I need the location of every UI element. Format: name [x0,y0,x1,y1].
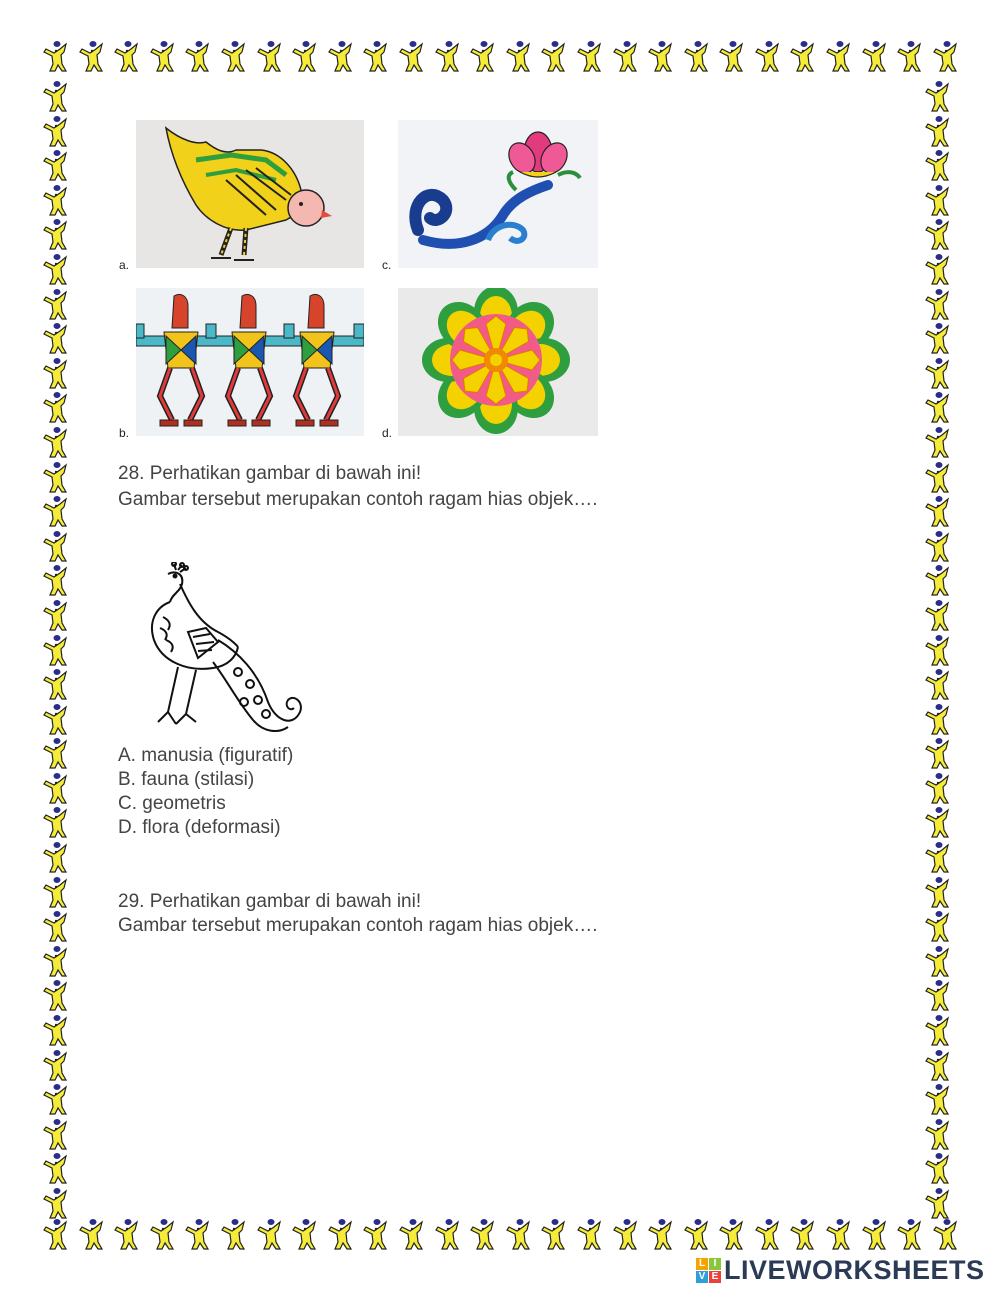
border-figure-icon [40,979,70,1012]
border-figure-icon [40,80,70,113]
border-figure-icon [40,357,70,390]
border-figure-icon [40,1014,70,1047]
image-c-lotus-ornament [398,120,598,268]
border-figure-icon [922,357,952,390]
border-figure-icon [752,1218,782,1251]
border-figure-icon [182,1218,212,1251]
border-figure-icon [922,945,952,978]
border-figure-icon [218,40,248,73]
border-figure-icon [859,40,889,73]
border-figure-icon [681,40,711,73]
border-figure-icon [40,426,70,459]
border-figure-icon [681,1218,711,1251]
border-figure-icon [922,841,952,874]
border-figure-icon [40,841,70,874]
border-figure-icon [467,40,497,73]
question-29-title: 29. Perhatikan gambar di bawah ini! [118,891,422,912]
border-figure-icon [922,876,952,909]
border-figure-icon [922,910,952,943]
border-figure-icon [922,599,952,632]
border-figure-icon [432,1218,462,1251]
image-a-stylized-chicken [136,120,364,268]
image-b-human-figures [136,288,364,436]
border-figure-icon [40,218,70,251]
border-figure-icon [645,40,675,73]
border-figure-icon [922,288,952,321]
border-figure-icon [922,668,952,701]
border-figure-icon [396,1218,426,1251]
border-figure-icon [922,1118,952,1151]
image-c-label: c. [382,258,392,272]
image-d-label: d. [382,426,393,440]
border-figure-icon [922,530,952,563]
border-figure-icon [922,1014,952,1047]
border-figure-icon [922,495,952,528]
border-figure-icon [40,703,70,736]
border-figure-icon [503,1218,533,1251]
border-figure-icon [40,668,70,701]
border-figure-icon [922,253,952,286]
border-figure-icon [40,876,70,909]
border-figure-icon [40,599,70,632]
border-figure-icon [922,979,952,1012]
border-figure-icon [538,40,568,73]
border-figure-icon [503,40,533,73]
border-figure-icon [645,1218,675,1251]
border-figure-icon [922,391,952,424]
option-c: C. geometris [118,793,226,814]
border-figure-icon [922,461,952,494]
border-figure-icon [787,40,817,73]
border-figure-icon [40,115,70,148]
logo-block-v: V [696,1271,708,1283]
left-border [40,80,80,1220]
border-figure-icon [40,564,70,597]
border-figure-icon [922,218,952,251]
border-figure-icon [922,772,952,805]
border-figure-icon [40,910,70,943]
border-figure-icon [40,1187,70,1220]
border-figure-icon [40,1218,70,1251]
border-figure-icon [922,184,952,217]
border-figure-icon [40,945,70,978]
border-figure-icon [859,1218,889,1251]
border-figure-icon [111,1218,141,1251]
border-figure-icon [716,1218,746,1251]
border-figure-icon [922,634,952,667]
border-figure-icon [40,530,70,563]
border-figure-icon [360,1218,390,1251]
border-figure-icon [40,40,70,73]
border-figure-icon [40,391,70,424]
border-figure-icon [40,253,70,286]
border-figure-icon [922,1152,952,1185]
liveworksheets-logo [696,1255,985,1285]
border-figure-icon [716,40,746,73]
image-d-geometric-flower [398,288,598,436]
question-29-prompt: Gambar tersebut merupakan contoh ragam hias objek…. [118,915,598,936]
border-figure-icon [610,40,640,73]
border-figure-icon [111,40,141,73]
border-figure-icon [76,40,106,73]
border-figure-icon [922,115,952,148]
border-figure-icon [922,149,952,182]
border-figure-icon [787,1218,817,1251]
border-figure-icon [40,495,70,528]
right-border [922,80,962,1220]
border-figure-icon [147,1218,177,1251]
border-figure-icon [894,40,924,73]
image-a-label: a. [119,258,130,272]
border-figure-icon [254,40,284,73]
border-figure-icon [40,149,70,182]
border-figure-icon [289,40,319,73]
border-figure-icon [467,1218,497,1251]
border-figure-icon [40,1152,70,1185]
border-figure-icon [40,772,70,805]
option-b: B. fauna (stilasi) [118,769,255,790]
border-figure-icon [40,1083,70,1116]
border-figure-icon [325,1218,355,1251]
border-figure-icon [922,426,952,459]
border-figure-icon [823,1218,853,1251]
border-figure-icon [922,1187,952,1220]
logo-blocks-icon [696,1258,721,1283]
border-figure-icon [894,1218,924,1251]
bottom-border [40,1218,960,1258]
border-figure-icon [922,703,952,736]
border-figure-icon [76,1218,106,1251]
border-figure-icon [360,40,390,73]
border-figure-icon [930,40,960,73]
border-figure-icon [574,40,604,73]
border-figure-icon [922,806,952,839]
border-figure-icon [40,806,70,839]
border-figure-icon [574,1218,604,1251]
border-figure-icon [823,40,853,73]
border-figure-icon [752,40,782,73]
border-figure-icon [396,40,426,73]
border-figure-icon [922,737,952,770]
option-a: A. manusia (figuratif) [118,745,294,766]
logo-text: LIVEWORKSHEETS [724,1254,985,1285]
question-28-title: 28. Perhatikan gambar di bawah ini! [118,463,422,484]
border-figure-icon [40,288,70,321]
border-figure-icon [930,1218,960,1251]
image-b-label: b. [119,426,130,440]
border-figure-icon [40,634,70,667]
border-figure-icon [40,737,70,770]
border-figure-icon [289,1218,319,1251]
border-figure-icon [182,40,212,73]
border-figure-icon [40,461,70,494]
border-figure-icon [432,40,462,73]
border-figure-icon [147,40,177,73]
border-figure-icon [922,1083,952,1116]
border-figure-icon [40,184,70,217]
option-d: D. flora (deformasi) [118,817,281,838]
border-figure-icon [922,80,952,113]
border-figure-icon [325,40,355,73]
border-figure-icon [922,564,952,597]
logo-block-i: I [709,1258,721,1270]
border-figure-icon [254,1218,284,1251]
question-28-prompt: Gambar tersebut merupakan contoh ragam hias objek…. [118,489,598,510]
border-figure-icon [538,1218,568,1251]
border-figure-icon [40,1049,70,1082]
top-border [40,40,960,80]
border-figure-icon [922,1049,952,1082]
border-figure-icon [610,1218,640,1251]
logo-block-e: E [709,1271,721,1283]
border-figure-icon [922,322,952,355]
peacock-drawing [118,562,308,740]
border-figure-icon [218,1218,248,1251]
border-figure-icon [40,322,70,355]
logo-block-l: L [696,1258,708,1270]
border-figure-icon [40,1118,70,1151]
